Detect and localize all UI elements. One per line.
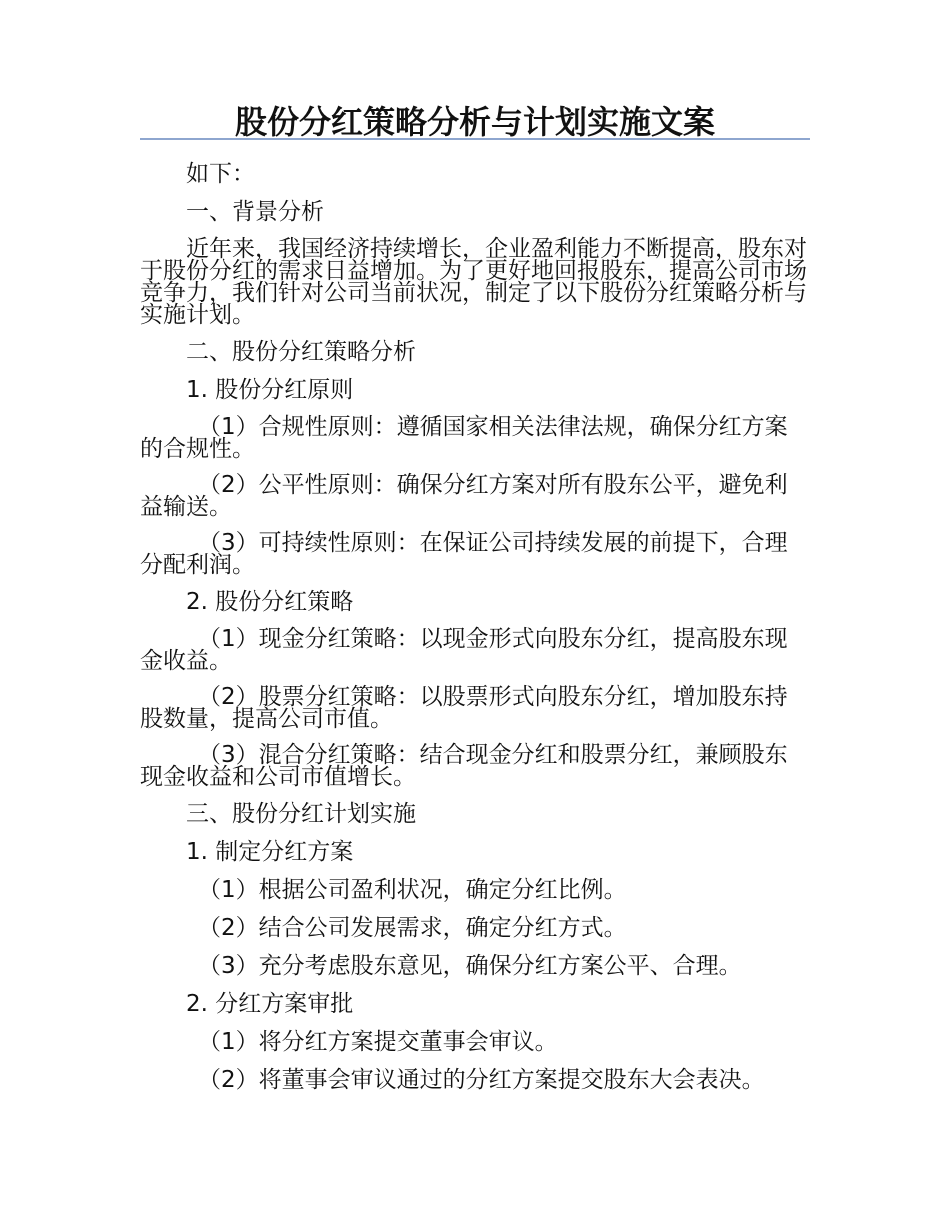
document-title: 股份分红策略分析与计划实施文案 xyxy=(234,103,715,141)
plan-item-method: （2）结合公司发展需求，确定分红方式。 xyxy=(198,915,627,941)
strategy-cash: （1）现金分红策略：以现金形式向股东分红，提高股东现金收益。 xyxy=(140,626,788,674)
section-heading-background: 一、背景分析 xyxy=(186,199,324,225)
principle-fairness: （2）公平性原则：确保分红方案对所有股东公平，避免利益输送。 xyxy=(140,472,788,520)
document-body xyxy=(140,155,810,1099)
strategy-mixed: （3）混合分红策略：结合现金分红和股票分红，兼顾股东现金收益和公司市值增长。 xyxy=(140,742,788,790)
intro-line: 如下： xyxy=(186,161,255,187)
section-heading-strategy-analysis: 二、股份分红策略分析 xyxy=(186,339,416,365)
approval-item-shareholders: （2）将董事会审议通过的分红方案提交股东大会表决。 xyxy=(198,1067,765,1093)
subheading-approval: 2. 分红方案审批 xyxy=(186,991,354,1017)
plan-item-opinions: （3）充分考虑股东意见，确保分红方案公平、合理。 xyxy=(198,953,742,979)
strategy-stock: （2）股票分红策略：以股票形式向股东分红，增加股东持股数量，提高公司市值。 xyxy=(140,684,788,732)
subheading-plan: 1. 制定分红方案 xyxy=(186,839,354,865)
principle-compliance: （1）合规性原则：遵循国家相关法律法规，确保分红方案的合规性。 xyxy=(140,414,788,462)
background-paragraph: 近年来，我国经济持续增长，企业盈利能力不断提高，股东对于股份分红的需求日益增加。为了更好地回报股东，提高公司市场竞争力，我们针对公司当前状况，制定了以下股份分红策略分析与实施计划。 xyxy=(140,236,807,328)
subheading-strategies: 2. 股份分红策略 xyxy=(186,589,354,615)
title-underline xyxy=(140,138,810,140)
plan-item-ratio: （1）根据公司盈利状况，确定分红比例。 xyxy=(198,877,627,903)
section-heading-implementation: 三、股份分红计划实施 xyxy=(186,801,416,827)
principle-sustainability: （3）可持续性原则：在保证公司持续发展的前提下，合理分配利润。 xyxy=(140,530,788,578)
approval-item-board: （1）将分红方案提交董事会审议。 xyxy=(198,1029,558,1055)
subheading-principles: 1. 股份分红原则 xyxy=(186,377,354,403)
